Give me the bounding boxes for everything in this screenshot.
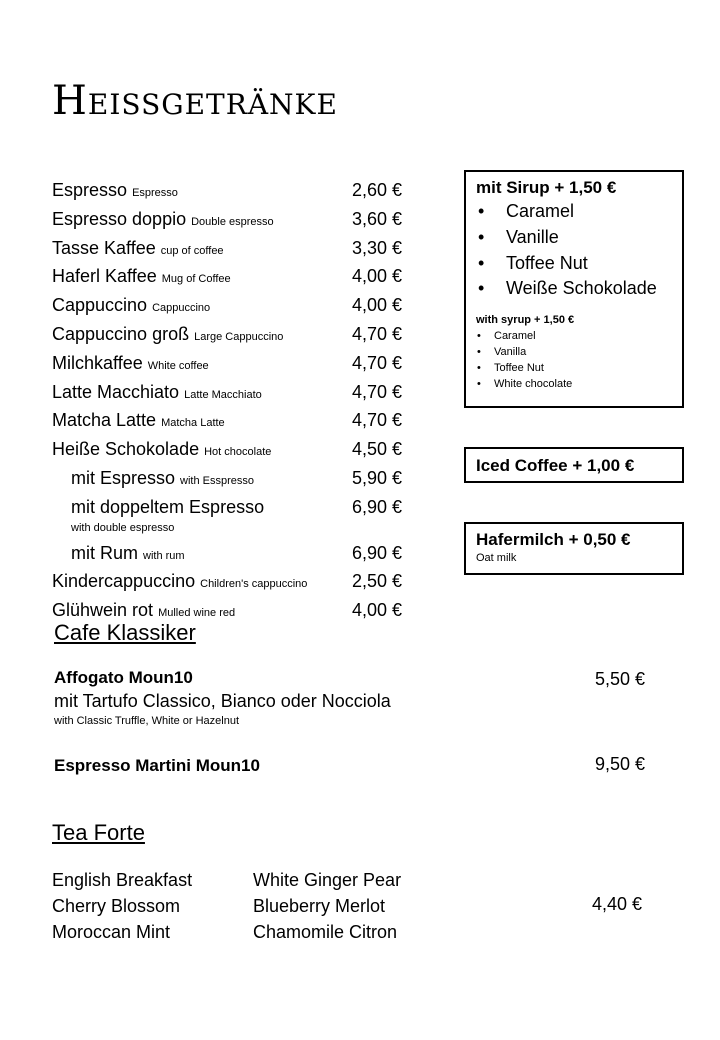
- page-title: Heissgetränke: [52, 78, 338, 124]
- drink-translation: with rum: [143, 549, 185, 562]
- tea-list-left: [52, 867, 192, 945]
- list-item: Moroccan Mint: [52, 922, 171, 942]
- drink-name: Haferl Kaffee: [52, 266, 157, 287]
- syrup-box: [464, 170, 684, 408]
- list-item: [52, 293, 422, 322]
- list-item: Cherry Blossom: [52, 896, 181, 916]
- list-item: [52, 569, 422, 598]
- drink-name: Espresso: [52, 180, 128, 200]
- drink-translation: Latte Macchiato: [184, 388, 262, 401]
- drink-translation: Hot chocolate: [204, 446, 272, 459]
- oat-milk-box: [464, 522, 684, 575]
- list-item: White Ginger Pear: [253, 870, 402, 890]
- classic-item-affogato: [54, 668, 654, 728]
- drink-name: Matcha Latte: [52, 410, 157, 431]
- list-item: [52, 264, 422, 293]
- drink-translation: Children's cappuccino: [200, 578, 308, 591]
- syrup-title: mit Sirup + 1,50 €: [476, 178, 617, 197]
- list-item: • Vanille: [476, 225, 672, 251]
- list-item: • White chocolate: [476, 376, 672, 392]
- iced-coffee-box: [464, 447, 684, 483]
- syrup-list: [476, 199, 672, 302]
- drink-name: Heiße Schokolade: [52, 439, 200, 460]
- list-item: [52, 178, 422, 207]
- drink-price: 6,90 €: [352, 496, 403, 517]
- drink-name: mit doppeltem Espresso: [71, 496, 265, 517]
- section-title-tea: Tea Forte: [52, 820, 145, 845]
- classic-name: Espresso Martini Moun10: [54, 756, 260, 775]
- drink-translation: White coffee: [147, 359, 209, 372]
- drink-price: 4,70 €: [352, 323, 403, 344]
- drink-name: Espresso doppio: [52, 208, 187, 229]
- list-item: [52, 495, 422, 536]
- list-item: [52, 466, 422, 495]
- drink-price: 6,90 €: [352, 542, 403, 563]
- drink-name: Latte Macchiato: [52, 381, 180, 402]
- list-item: [52, 380, 422, 409]
- drink-price: 4,70 €: [352, 352, 403, 373]
- drink-translation: Matcha Latte: [161, 417, 225, 430]
- drink-translation: Double espresso: [191, 215, 274, 228]
- classic-description-en: with Classic Truffle, White or Hazelnut: [54, 715, 240, 727]
- list-item: • Caramel: [476, 328, 672, 344]
- list-item: • Caramel: [476, 199, 672, 225]
- tea-price: 4,40 €: [592, 894, 643, 914]
- oat-milk-translation: Oat milk: [476, 552, 517, 564]
- classic-item-martini: [54, 756, 654, 776]
- list-item: Blueberry Merlot: [253, 896, 386, 916]
- list-item: • Toffee Nut: [476, 360, 672, 376]
- drink-name: Cappuccino groß: [52, 323, 190, 344]
- drink-translation: Large Cappuccino: [194, 330, 284, 343]
- classic-price: 9,50 €: [595, 754, 646, 774]
- classic-price: 5,50 €: [595, 669, 646, 689]
- classic-name: Affogato Moun10: [54, 668, 193, 687]
- classic-description: mit Tartufo Classico, Bianco oder Nocciola: [54, 691, 391, 711]
- drink-price: 2,60 €: [352, 180, 403, 200]
- drink-price: 4,50 €: [352, 439, 403, 460]
- syrup-list-en: [476, 328, 672, 392]
- drink-price: 5,90 €: [352, 467, 403, 488]
- drink-translation: with double espresso: [71, 521, 175, 534]
- drink-price: 4,70 €: [352, 381, 403, 402]
- drink-translation: cup of coffee: [160, 244, 224, 257]
- list-item: [52, 541, 422, 570]
- drink-name: Tasse Kaffee: [52, 237, 156, 258]
- drink-price: 4,00 €: [352, 295, 403, 316]
- iced-coffee-title: Iced Coffee + 1,00 €: [476, 456, 635, 475]
- list-item: [52, 207, 422, 236]
- drink-translation: Mulled wine red: [158, 607, 236, 620]
- drink-price: 4,00 €: [352, 266, 403, 287]
- drink-name: Kindercappuccino: [52, 571, 196, 592]
- drink-price: 3,30 €: [352, 237, 403, 258]
- drink-translation: with Esspresso: [180, 474, 255, 487]
- drink-price: 3,60 €: [352, 208, 403, 229]
- drink-name: mit Rum: [71, 542, 138, 563]
- drink-name: Milchkaffee: [52, 352, 143, 373]
- list-item: English Breakfast: [52, 870, 193, 890]
- hot-drinks-list: [52, 178, 422, 627]
- drink-price: 4,70 €: [352, 410, 403, 431]
- list-item: Chamomile Citron: [253, 922, 398, 942]
- syrup-title-en: with syrup + 1,50 €: [476, 314, 575, 327]
- drink-name: mit Espresso: [71, 467, 176, 488]
- drink-translation: Espresso: [132, 187, 178, 199]
- section-title-classics: Cafe Klassiker: [54, 620, 196, 645]
- tea-list-right: [253, 867, 401, 945]
- drink-price: 2,50 €: [352, 571, 403, 592]
- list-item: [52, 236, 422, 265]
- drink-translation: Cappuccino: [152, 302, 211, 315]
- list-item: [52, 322, 422, 351]
- list-item: [52, 351, 422, 380]
- drink-name: Cappuccino: [52, 295, 148, 316]
- drink-name: Glühwein rot: [52, 600, 154, 621]
- list-item: • Vanilla: [476, 344, 672, 360]
- drink-translation: Mug of Coffee: [161, 273, 231, 286]
- oat-milk-title: Hafermilch + 0,50 €: [476, 530, 631, 549]
- list-item: • Weiße Schokolade: [476, 276, 672, 302]
- list-item: • Toffee Nut: [476, 251, 672, 277]
- drink-price: 4,00 €: [352, 600, 403, 621]
- list-item: [52, 408, 422, 437]
- list-item: [52, 437, 422, 466]
